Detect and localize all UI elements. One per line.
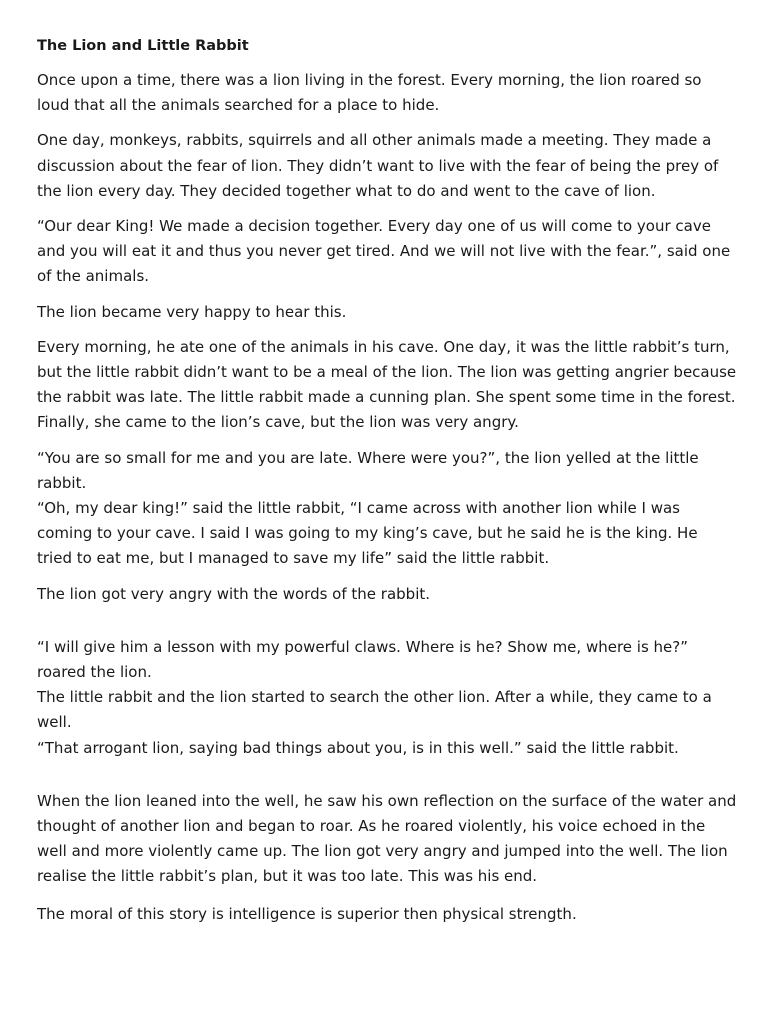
paragraph-moral: The moral of this story is intelligence is superior then physical strength. bbox=[37, 904, 577, 923]
document-page bbox=[37, 34, 737, 927]
paragraph-meeting: One day, monkeys, rabbits, squirrels and all other animals made a meeting. They made a discussion about the fear of lion. They didn’t want to live with the fear of being the prey of the lion every day. They decided together what to do and went to the cave of lion. bbox=[37, 131, 719, 200]
paragraph-lion-angry: The lion got very angry with the words of the rabbit. bbox=[37, 584, 431, 603]
paragraph-dialogue: “You are so small for me and you are late. Where were you?”, the lion yelled at the little rabbit. “Oh, my dear king!” said the little rabbit, “I came across with another lion while I was coming to your cave. I said I was going to my king’s cave, but he said he is the king. He tried to eat me, but I managed to save my life” said the little rabbit. bbox=[37, 448, 699, 568]
paragraph-animals-speech: “Our dear King! We made a decision together. Every day one of us will come to your cave and you will eat it and thus you never get tired. And we will not live with the fear.”, said one of the animals. bbox=[37, 217, 731, 286]
paragraph-well-search: “I will give him a lesson with my powerful claws. Where is he? Show me, where is he?” roared the lion. The little rabbit and the lion started to search the other lion. After a while, they came to a well. “That arrogant lion, saying bad things about you, is in this well.” said the little rabbit. bbox=[37, 637, 712, 757]
paragraph-opening: Once upon a time, there was a lion living in the forest. Every morning, the lion roared so loud that all the animals searched for a place to hide. bbox=[37, 71, 702, 115]
paragraph-rabbit-turn: Every morning, he ate one of the animals in his cave. One day, it was the little rabbit’s turn, but the little rabbit didn’t want to be a meal of the lion. The lion was getting angrier because the rabbit was late. The little rabbit made a cunning plan. She spent some time in the forest. Finally, she came to the lion’s cave, but the lion was very angry. bbox=[37, 337, 737, 432]
paragraph-lion-happy: The lion became very happy to hear this. bbox=[37, 302, 347, 321]
story-title: The Lion and Little Rabbit bbox=[37, 38, 249, 54]
paragraph-reflection: When the lion leaned into the well, he saw his own reflection on the surface of the water and thought of another lion and began to roar. As he roared violently, his voice echoed in the well and more violently came up. The lion got very angry and jumped into the well. The lion realise the little rabbit’s plan, but it was too late. This was his end. bbox=[37, 791, 737, 886]
